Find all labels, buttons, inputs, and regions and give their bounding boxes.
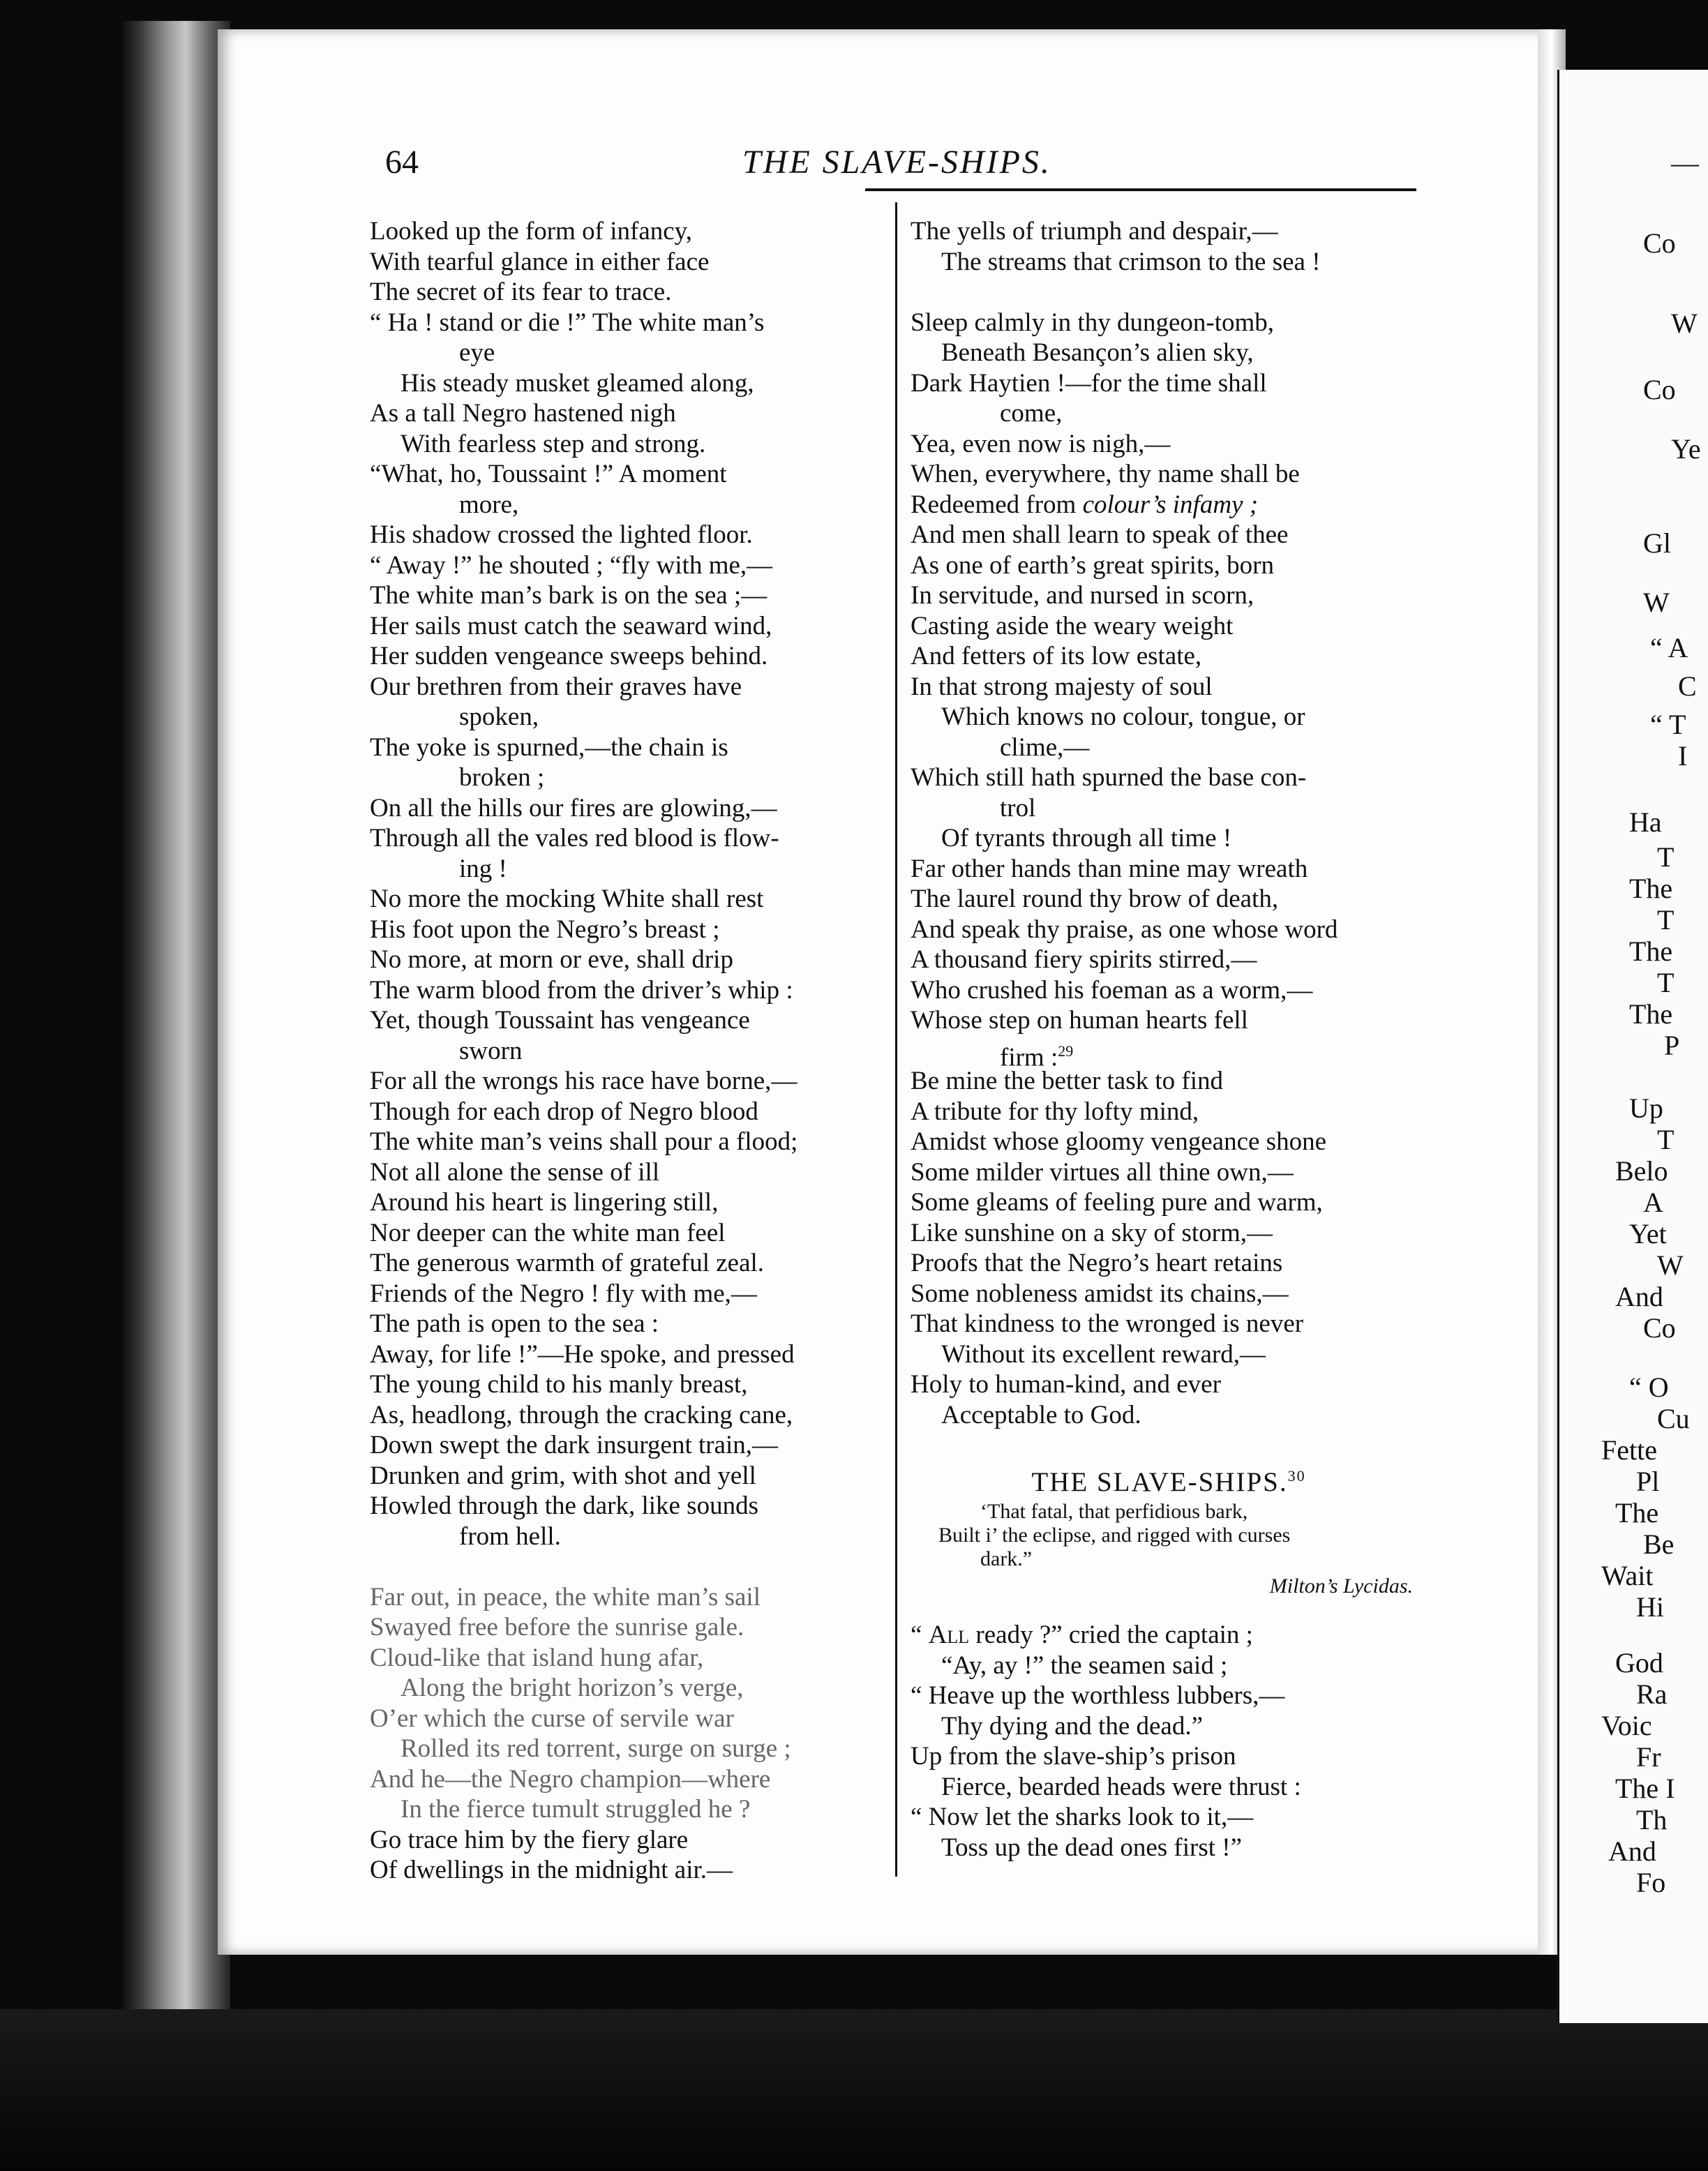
right-column [911, 216, 1427, 1863]
verse-line: For all the wrongs his race have borne,— [370, 1067, 797, 1095]
verse-line: Though for each drop of Negro blood [370, 1097, 758, 1126]
verse-line: Fierce, bearded heads were thrust : [941, 1772, 1301, 1801]
next-page-text-fragment: “ A [1650, 632, 1688, 663]
verse-line: That kindness to the wronged is never [911, 1309, 1304, 1338]
next-page-text-fragment: Co [1643, 227, 1676, 259]
verse-line: Go trace him by the fiery glare [370, 1825, 689, 1854]
verse-line: “Ay, ay !” the seamen said ; [941, 1651, 1228, 1680]
verse-line: “ Now let the sharks look to it,— [911, 1803, 1254, 1831]
verse-line: In the fierce tumult struggled he ? [400, 1795, 751, 1824]
verse-line: And speak thy praise, as one whose word [911, 915, 1338, 944]
next-page-text-fragment: W [1671, 308, 1698, 339]
next-page-text-fragment: “ O [1629, 1372, 1669, 1403]
verse-line: come, [1000, 399, 1063, 428]
verse-line: Far other hands than mine may wreath [911, 854, 1308, 883]
verse-line: clime,— [1000, 733, 1090, 762]
verse-line: Sleep calmly in thy dungeon-tomb, [911, 308, 1274, 337]
verse-line: Her sudden vengeance sweeps behind. [370, 642, 768, 670]
verse-line: Which still hath spurned the base con- [911, 763, 1307, 792]
column-divider [895, 202, 897, 1877]
verse-line: Away, for life !”—He spoke, and pressed [370, 1339, 795, 1369]
verse-line: The white man’s veins shall pour a flood; [370, 1127, 798, 1156]
verse-line: Swayed free before the sunrise gale. [370, 1613, 744, 1642]
verse-line: The yells of triumph and despair,— [911, 217, 1278, 246]
verse-line: Of tyrants through all time ! [941, 824, 1232, 852]
epigraph-source: Milton’s Lycidas. [1269, 1575, 1413, 1598]
verse-line: Down swept the dark insurgent train,— [370, 1431, 779, 1459]
verse-line: A tribute for thy lofty mind, [911, 1097, 1199, 1126]
next-page-text-fragment: C [1678, 670, 1697, 702]
poem-title: THE SLAVE-SHIPS.$^{30}$ [1031, 1467, 1306, 1497]
next-page-text-fragment: And [1608, 1835, 1656, 1867]
verse-line: Looked up the form of infancy, [370, 217, 693, 246]
verse-line: No more, at morn or eve, shall drip [370, 945, 733, 974]
left-column [370, 216, 886, 1886]
verse-line: Thy dying and the dead.” [941, 1711, 1204, 1741]
verse-line: Yea, even now is nigh,— [911, 429, 1171, 458]
next-page-fragment [1557, 70, 1708, 2023]
verse-line: eye [459, 338, 495, 367]
page-number: 64 [385, 144, 419, 181]
verse-line: His shadow crossed the lighted floor. [370, 520, 753, 549]
verse-line: Friends of the Negro ! fly with me,— [370, 1279, 757, 1308]
verse-line: The warm blood from the driver’s whip : [370, 975, 793, 1005]
verse-line: Redeemed from colour’s infamy ; [911, 490, 1259, 519]
verse-line: Dark Haytien !—for the time shall [911, 368, 1267, 398]
verse-line: Up from the slave-ship’s prison [911, 1742, 1236, 1771]
verse-line: Proofs that the Negro’s heart retains [911, 1249, 1283, 1277]
next-page-text-fragment: T [1657, 904, 1675, 936]
verse-line: Like sunshine on a sky of storm,— [911, 1218, 1273, 1247]
footnote-marker: 30 [1287, 1467, 1306, 1485]
next-page-text-fragment: Th [1636, 1804, 1668, 1835]
verse-line: Yet, though Toussaint has vengeance [370, 1006, 750, 1035]
verse-line: With fearless step and strong. [400, 429, 706, 458]
verse-line: Nor deeper can the white man feel [370, 1218, 726, 1247]
verse-line: The streams that crimson to the sea ! [941, 247, 1321, 276]
running-title: THE SLAVE-SHIPS. [742, 144, 1051, 181]
verse-line: trol [1000, 793, 1036, 822]
verse-line: sworn [459, 1036, 523, 1065]
next-page-text-fragment: Voic [1601, 1710, 1652, 1741]
epigraph-line: dark.” [980, 1547, 1033, 1570]
next-page-text-fragment: T [1657, 1124, 1675, 1155]
verse-line: spoken, [459, 703, 539, 731]
verse-line: His foot upon the Negro’s breast ; [370, 915, 720, 944]
verse-line: “ Ha ! stand or die !” The white man’s [370, 308, 765, 337]
next-page-text-fragment: Yet [1629, 1218, 1667, 1249]
verse-line: Holy to human-kind, and ever [911, 1370, 1221, 1399]
verse-line: Howled through the dark, like sounds [370, 1492, 758, 1520]
verse-line: broken ; [459, 763, 545, 792]
footnote-marker: 29 [1058, 1042, 1074, 1060]
verse-line: Some nobleness amidst its chains,— [911, 1279, 1289, 1308]
next-page-text-fragment: And [1615, 1281, 1663, 1312]
verse-line: “What, ho, Toussaint !” A moment [370, 460, 727, 488]
verse-line: And fetters of its low estate, [911, 642, 1202, 670]
verse-line: Without its excellent reward,— [941, 1339, 1266, 1369]
next-page-text-fragment: The I [1615, 1773, 1675, 1804]
next-page-text-fragment: W [1643, 587, 1670, 618]
verse-line: The young child to his manly breast, [370, 1370, 748, 1399]
verse-line: more, [459, 490, 519, 519]
verse-line: Along the bright horizon’s verge, [400, 1674, 744, 1702]
next-page-text-fragment: Fr [1636, 1741, 1661, 1773]
epigraph [911, 1500, 1427, 1571]
epigraph-line: ‘That fatal, that perfidious bark, [980, 1500, 1248, 1523]
verse-line: Beneath Besançon’s alien sky, [941, 338, 1254, 367]
next-page-text-fragment: Ha [1629, 806, 1662, 838]
verse-line: And men shall learn to speak of thee [911, 520, 1289, 549]
verse-line: Toss up the dead ones first !” [941, 1833, 1243, 1862]
epigraph-line: Built i’ the eclipse, and rigged with curses [938, 1524, 1291, 1547]
verse-line: from hell. [459, 1522, 561, 1551]
next-page-text-fragment: W [1657, 1249, 1684, 1281]
verse-line: Some milder virtues all thine own,— [911, 1157, 1294, 1187]
next-page-text-fragment: Wait [1601, 1560, 1654, 1591]
next-page-text-fragment: Ye [1671, 433, 1701, 465]
verse-line: Who crushed his foeman as a worm,— [911, 975, 1313, 1005]
verse-line: The path is open to the sea : [370, 1309, 659, 1338]
next-page-text-fragment: Up [1629, 1092, 1663, 1124]
verse-line: And he—the Negro champion—where [370, 1764, 771, 1794]
verse-line: As a tall Negro hastened nigh [370, 399, 676, 428]
next-page-text-fragment: Hi [1636, 1591, 1664, 1623]
verse-line: firm :$^{29}$ [1000, 1042, 1074, 1072]
next-page-text-fragment: Cu [1657, 1403, 1690, 1434]
verse-line: His steady musket gleamed along, [400, 368, 754, 398]
verse-line: Amidst whose gloomy vengeance shone [911, 1127, 1326, 1156]
verse-line: “ Away !” he shouted ; “fly with me,— [370, 550, 773, 580]
next-page-text-fragment: The [1615, 1497, 1659, 1528]
verse-line: Not all alone the sense of ill [370, 1157, 660, 1187]
verse-line: Through all the vales red blood is flow- [370, 824, 779, 852]
next-page-text-fragment: T [1657, 841, 1675, 873]
next-page-text-fragment: Pl [1636, 1466, 1660, 1497]
next-page-text-fragment: Be [1643, 1528, 1675, 1560]
next-page-text-fragment: Ra [1636, 1678, 1668, 1710]
verse-line: Around his heart is lingering still, [370, 1188, 719, 1217]
verse-line: “ All ready ?” cried the captain ; [911, 1621, 1253, 1649]
verse-line: In servitude, and nursed in scorn, [911, 581, 1254, 610]
verse-line: The white man’s bark is on the sea ;— [370, 581, 767, 610]
next-page-text-fragment: Belo [1615, 1155, 1668, 1187]
verse-line: The generous warmth of grateful zeal. [370, 1249, 765, 1277]
verse-line: Cloud-like that island hung afar, [370, 1643, 704, 1672]
verse-line: Far out, in peace, the white man’s sail [370, 1582, 761, 1612]
verse-line: The secret of its fear to trace. [370, 278, 672, 306]
next-page-text-fragment: A [1643, 1187, 1663, 1218]
verse-line: Our brethren from their graves have [370, 672, 742, 701]
verse-line: ing ! [459, 854, 507, 883]
verse-line: Her sails must catch the seaward wind, [370, 611, 772, 640]
next-page-text-fragment: Fo [1636, 1867, 1666, 1898]
verse-line: The laurel round thy brow of death, [911, 885, 1279, 913]
next-page-text-fragment: Co [1643, 374, 1676, 405]
verse-line: O’er which the curse of servile war [370, 1704, 734, 1733]
verse-line: On all the hills our fires are glowing,— [370, 793, 777, 822]
next-page-text-fragment: Gl [1643, 527, 1671, 559]
next-page-text-fragment: The [1629, 936, 1673, 967]
verse-line: With tearful glance in either face [370, 247, 710, 276]
verse-line: Rolled its red torrent, surge on surge ; [400, 1734, 791, 1763]
verse-line: A thousand fiery spirits stirred,— [911, 945, 1257, 974]
verse-line: Drunken and grim, with shot and yell [370, 1461, 756, 1490]
verse-line: As, headlong, through the cracking cane, [370, 1400, 793, 1429]
verse-line: As one of earth’s great spirits, born [911, 550, 1274, 580]
verse-line: No more the mocking White shall rest [370, 885, 764, 913]
next-page-text-fragment: I [1678, 740, 1688, 772]
next-page-text-fragment: The [1629, 998, 1673, 1030]
verse-line: “ Heave up the worthless lubbers,— [911, 1681, 1285, 1710]
next-page-text-fragment: — [1671, 147, 1699, 179]
header-rule [865, 188, 1416, 191]
book-edge [119, 21, 230, 2030]
next-page-text-fragment: “ T [1650, 709, 1686, 740]
verse-line: Acceptable to God. [941, 1400, 1141, 1429]
verse-line: Casting aside the weary weight [911, 611, 1234, 640]
verse-line: Of dwellings in the midnight air.— [370, 1856, 733, 1884]
next-page-text-fragment: Co [1643, 1312, 1676, 1344]
verse-line: The yoke is spurned,—the chain is [370, 733, 728, 762]
verse-line: Which knows no colour, tongue, or [941, 703, 1305, 731]
verse-line: Be mine the better task to find [911, 1067, 1223, 1095]
next-page-text-fragment: P [1664, 1030, 1680, 1061]
scan-background [0, 2009, 1708, 2171]
next-page-text-fragment: God [1615, 1647, 1663, 1678]
verse-line: Some gleams of feeling pure and warm, [911, 1188, 1323, 1217]
verse-line: When, everywhere, thy name shall be [911, 460, 1300, 488]
next-page-text-fragment: T [1657, 967, 1675, 998]
next-page-text-fragment: Fette [1601, 1434, 1657, 1466]
verse-line: Whose step on human hearts fell [911, 1006, 1248, 1035]
verse-line: In that strong majesty of soul [911, 672, 1213, 701]
next-page-text-fragment: The [1629, 873, 1673, 904]
